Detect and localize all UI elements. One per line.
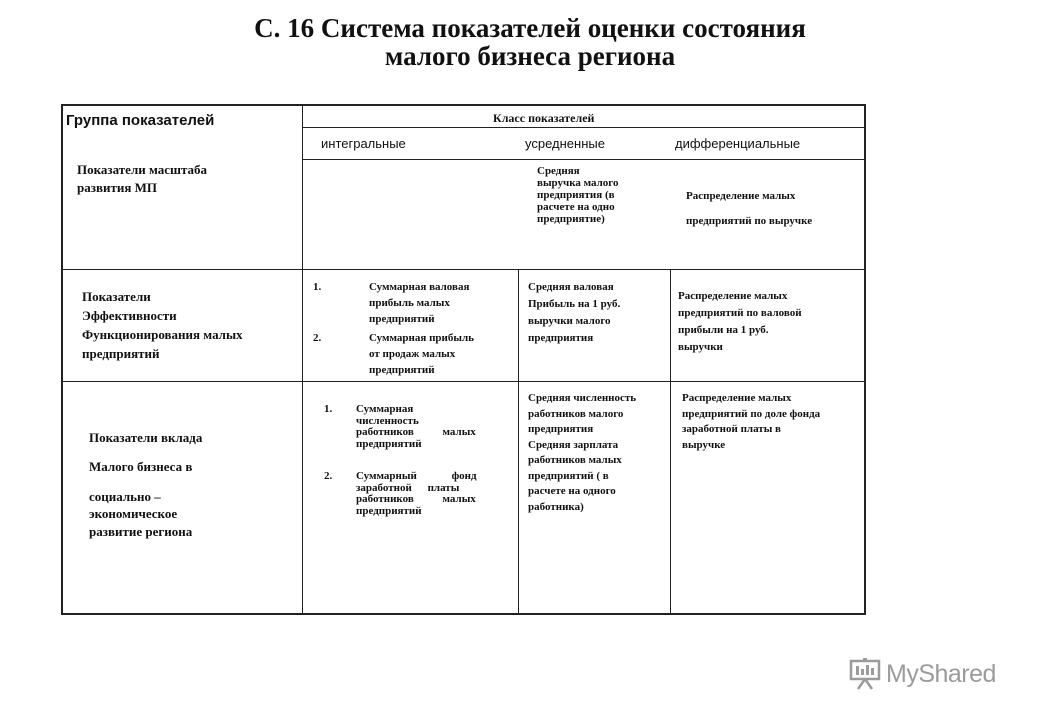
table-border-bottom bbox=[61, 613, 866, 615]
row1-average-line: выручка малого bbox=[537, 177, 619, 189]
row2-differential-line: выручки bbox=[678, 341, 723, 353]
divider-col-average bbox=[670, 269, 671, 615]
divider-class-subheader bbox=[303, 127, 866, 128]
row2-integral-item-1 bbox=[313, 279, 469, 327]
row3-average-line: работников малого bbox=[528, 407, 624, 420]
header-integral: интегральные bbox=[321, 136, 406, 151]
row3-group-line: экономическое bbox=[89, 506, 178, 521]
row3-differential-line: заработной платы в bbox=[682, 423, 781, 435]
row2-average-line: предприятия bbox=[528, 332, 594, 344]
row3-average bbox=[528, 391, 636, 515]
row2-group-line: Функционирования малых bbox=[82, 327, 243, 342]
row2-integral-line: Суммарная валовая bbox=[369, 281, 470, 293]
row1-group bbox=[77, 161, 207, 197]
row3-group bbox=[89, 430, 202, 541]
row2-average-line: выручки малого bbox=[528, 315, 611, 327]
header-average: усредненные bbox=[525, 136, 605, 151]
projector-board-icon bbox=[848, 657, 882, 691]
title-line-2: малого бизнеса региона bbox=[384, 41, 676, 71]
row3-integral-item-1 bbox=[324, 404, 501, 450]
row3-integral-line: предприятий bbox=[356, 504, 422, 517]
row2-differential bbox=[678, 288, 802, 356]
table-border-left bbox=[61, 104, 63, 615]
title-line-1: С. 16 Система показателей оценки состояния bbox=[254, 13, 806, 43]
row1-average-line: Средняя bbox=[537, 165, 580, 177]
divider-col-group bbox=[302, 104, 303, 615]
row3-differential-line: выручке bbox=[682, 438, 726, 451]
row2-integral-line: прибыль малых bbox=[369, 297, 450, 309]
indicator-table bbox=[61, 104, 866, 615]
row3-integral-line: Суммарная bbox=[356, 403, 414, 415]
row2-average bbox=[528, 279, 620, 347]
row2-integral-line: предприятий bbox=[369, 364, 435, 376]
page-title bbox=[0, 14, 1040, 70]
row2-group-line: Эффективности bbox=[82, 308, 177, 323]
divider-row-1 bbox=[61, 269, 866, 270]
header-group: Группа показателей bbox=[66, 112, 215, 129]
table-border-right bbox=[864, 104, 866, 615]
row3-group-line: социально – bbox=[89, 489, 161, 504]
row3-average-line: работника) bbox=[528, 500, 584, 513]
row1-average-line: предприятия (в bbox=[537, 189, 615, 201]
divider-col-integral bbox=[518, 269, 519, 615]
row3-integral-line: численность bbox=[356, 414, 419, 427]
row3-differential bbox=[682, 391, 820, 453]
row3-group-line: развитие региона bbox=[89, 524, 193, 539]
row3-integral-line: заработной платы bbox=[356, 481, 460, 494]
list-number: 2. bbox=[324, 470, 333, 482]
row3-average-line: работников малых bbox=[528, 454, 622, 466]
divider-row-2 bbox=[61, 381, 866, 382]
list-number: 1. bbox=[324, 403, 333, 415]
myshared-logo bbox=[848, 656, 996, 692]
row2-average-line: Прибыль на 1 руб. bbox=[528, 298, 621, 310]
row2-differential-line: предприятий по валовой bbox=[678, 307, 802, 319]
table-border-top bbox=[61, 104, 866, 106]
row1-group-line: развития МП bbox=[77, 180, 158, 195]
row3-average-line: Средняя численность bbox=[528, 392, 637, 404]
row2-differential-line: Распределение малых bbox=[678, 290, 788, 302]
logo-text: MyShared bbox=[886, 659, 996, 688]
row3-average-line: предприятий ( в bbox=[528, 469, 609, 482]
row3-integral-line: предприятий bbox=[356, 437, 422, 450]
row2-integral-line: Суммарная прибыль bbox=[369, 332, 474, 344]
list-number: 2. bbox=[313, 332, 322, 344]
row2-integral-line: от продаж малых bbox=[369, 348, 456, 360]
row3-integral-line: работников малых bbox=[356, 493, 476, 505]
row1-differential bbox=[686, 184, 812, 234]
row1-group-line: Показатели масштаба bbox=[77, 162, 208, 177]
header-class: Класс показателей bbox=[493, 111, 595, 125]
row3-group-line: Малого бизнеса в bbox=[89, 459, 193, 474]
row3-differential-line: Распределение малых bbox=[682, 392, 792, 404]
row3-integral-line: работников малых bbox=[356, 426, 476, 438]
row2-group bbox=[82, 287, 243, 363]
list-number: 1. bbox=[313, 281, 322, 293]
row2-average-line: Средняя валовая bbox=[528, 281, 614, 293]
row2-group-line: Показатели bbox=[82, 289, 151, 304]
row3-integral-item-2 bbox=[324, 471, 501, 517]
divider-header-bottom bbox=[303, 159, 866, 160]
row3-differential-line: предприятий по доле фонда bbox=[682, 407, 821, 420]
row3-average-line: Средняя зарплата bbox=[528, 438, 619, 451]
row3-integral-line: Суммарный фонд bbox=[356, 470, 477, 482]
row2-integral-item-2 bbox=[313, 330, 474, 378]
row1-average-line: предприятие) bbox=[537, 213, 605, 225]
row3-average-line: расчете на одного bbox=[528, 485, 616, 497]
header-differential: дифференциальные bbox=[675, 136, 801, 151]
row1-average bbox=[537, 165, 619, 225]
row2-integral-line: предприятий bbox=[369, 313, 435, 325]
row3-group-line: Показатели вклада bbox=[89, 430, 203, 445]
row1-differential-line: Распределение малых bbox=[686, 190, 796, 202]
row3-average-line: предприятия bbox=[528, 423, 594, 435]
row2-group-line: предприятий bbox=[82, 346, 160, 361]
row2-differential-line: прибыли на 1 руб. bbox=[678, 324, 769, 336]
row1-differential-line: предприятий по выручке bbox=[686, 215, 813, 227]
row1-average-line: расчете на одно bbox=[537, 201, 615, 213]
